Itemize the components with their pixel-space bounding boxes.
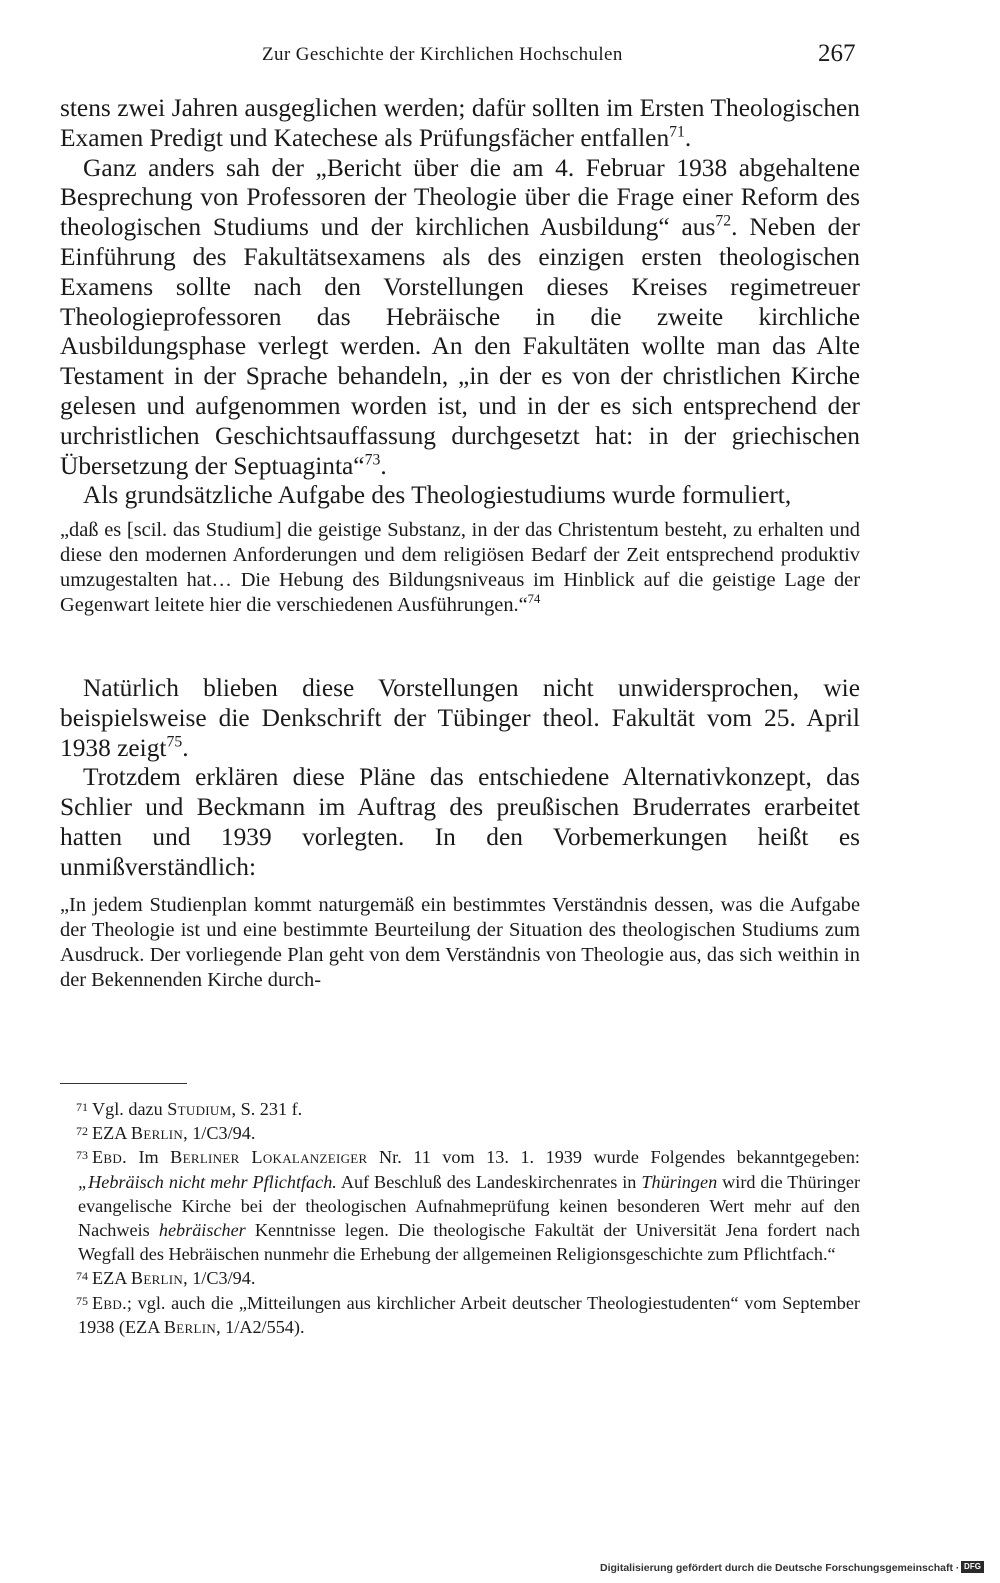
- paragraph-1: stens zwei Jahren ausgeglichen werden; dafür sollten im Ersten Theologischen Examen Predigt und Katechese als Prüfungsfächer entfallen$^{71}$.: [60, 94, 860, 152]
- footnote-ref-71[interactable]: 71: [669, 123, 685, 141]
- digitization-credit: Digitalisierung gefördert durch die Deutsche Forschungsgemeinschaft ·: [600, 1562, 960, 1574]
- dfg-logo: DFG: [961, 1561, 984, 1573]
- block-quote-2: „In jedem Studienplan kommt naturgemäß ein bestimmtes Verständnis dessen, was die Aufgabe der Theologie ist und eine bestimmte Beurteilung der Situation des theologischen Studiums zum Ausdruck. Der vorliegende Plan geht von dem Verständnis von Theologie aus, das sich weithin in der Bekennenden Kirche durch-: [60, 894, 860, 992]
- footnote-ref-73[interactable]: 73: [364, 450, 381, 468]
- footnote-divider: [60, 1083, 187, 1084]
- footnote-number: 75: [76, 1293, 88, 1308]
- paragraph-2: Ganz anders sah der „Bericht über die am 4. Februar 1938 abgehaltene Besprechung von Professoren der Theologie über die Frage einer Reform des theologischen Studiums und der kirchlichen Ausbildung“ aus$^{72}$. Neben der Einführung des Fakultätsexamens als des einzigen ersten theologischen Examens sollte nach den Vorstellungen dieses Kreises regimetreuer Theologieprofessoren das Hebräische in die zweite kirchliche Ausbildungsphase verlegt werden. An den Fakultäten wollte man das Alte Testament in der Sprache behandeln, „in der es von der christlichen Kirche gelesen und aufgenommen worden ist, und in der es sich entsprechend der urchristlichen Geschichtsauffassung durchgesetzt hat: in der griechischen Übersetzung der Septuaginta“$^{73}$.: [60, 153, 860, 480]
- footnote-73: 73 Ebd. Im Berliner Lokalanzeiger Nr. 11 vom 13. 1. 1939 wurde Folgendes bekanntgegeben: „Hebräisch nicht mehr Pflichtfach. Auf Beschluß des Landeskirchenrates in Thüringen wird die Thüringer evangelische Kirche bei der theologischen Aufnahmeprüfung keinen besonderen Wert mehr auf den Nachweis hebräischer Kenntnisse legen. Die theologische Fakultät der Universität Jena fordert nach Wegfall des Hebräischen nunmehr die Erhebung der allgemeinen Religionsgeschichte zum Pflichtfach.“: [60, 1145, 860, 1266]
- footnote-number: 71: [76, 1100, 88, 1114]
- running-header: Zur Geschichte der Kirchlichen Hochschulen: [262, 44, 623, 65]
- main-text-block-2: [60, 674, 860, 883]
- footnote-71: 71 Vgl. dazu Studium, S. 231 f.: [60, 1097, 860, 1121]
- footnote-number: 73: [76, 1148, 88, 1163]
- paragraph-6: Trotzdem erklären diese Pläne das entschiedene Alternativkonzept, das Schlier und Beckmann im Auftrag des preußischen Bruderrates erarbeitet hatten und 1939 vorlegten. In den Vorbemerkungen heißt es unmißverständlich:: [60, 763, 860, 881]
- footnotes: [60, 1097, 860, 1339]
- footnote-74: 74 EZA Berlin, 1/C3/94.: [60, 1266, 860, 1290]
- footnote-72: 72 EZA Berlin, 1/C3/94.: [60, 1121, 860, 1145]
- footnote-ref-75[interactable]: 75: [166, 732, 183, 750]
- block-quote-1: „daß es [scil. das Studium] die geistige Substanz, in der das Christentum besteht, zu erhalten und diese den modernen Anforderungen und dem religiösen Bedarf der Zeit entsprechend produktiv umzugestalten hat… Die Hebung des Bildungsniveaus im Hinblick auf die geistige Lage der Gegenwart leitete hier die verschiedenen Ausführungen.“$^{74}$: [60, 519, 860, 617]
- footnote-number: 72: [76, 1124, 88, 1139]
- paragraph-4: Als grundsätzliche Aufgabe des Theologiestudiums wurde formuliert,: [83, 481, 792, 510]
- paragraph-3: Neben der Einführung des Fakultätsexamens als des einzigen ersten theologischen Examens sollte nach den Vorstellungen dieses Kreises regimetreuer Theologieprofessoren das Hebräische in die zweite kirchliche Ausbildungsphase verlegt werden. An den Fakultäten wollte man das Alte Testament in der Sprache behandeln, „in der es von der christlichen Kirche gelesen und aufgenommen worden ist, und in der es sich entsprechend der urchristlichen Geschichtsauffassung durchgesetzt hat: in der griechischen Übersetzung der Septuaginta“$^{73}$.: [60, 213, 860, 480]
- footnote-ref-74[interactable]: 74: [527, 592, 541, 607]
- footnote-75: 75 Ebd.; vgl. auch die „Mitteilungen aus kirchlicher Arbeit deutscher Theologiestudenten“ vom September 1938 (EZA Berlin, 1/A2/554).: [60, 1291, 860, 1339]
- footnote-number: 74: [76, 1269, 88, 1284]
- main-text-block-1: [60, 94, 860, 511]
- page-number: 267: [818, 40, 856, 67]
- footnote-ref-72[interactable]: 72: [715, 212, 732, 230]
- paragraph-5: Natürlich blieben diese Vorstellungen nicht unwidersprochen, wie beispielsweise die Denkschrift der Tübinger theol. Fakultät vom 25. April 1938 zeigt$^{75}$.: [60, 674, 860, 762]
